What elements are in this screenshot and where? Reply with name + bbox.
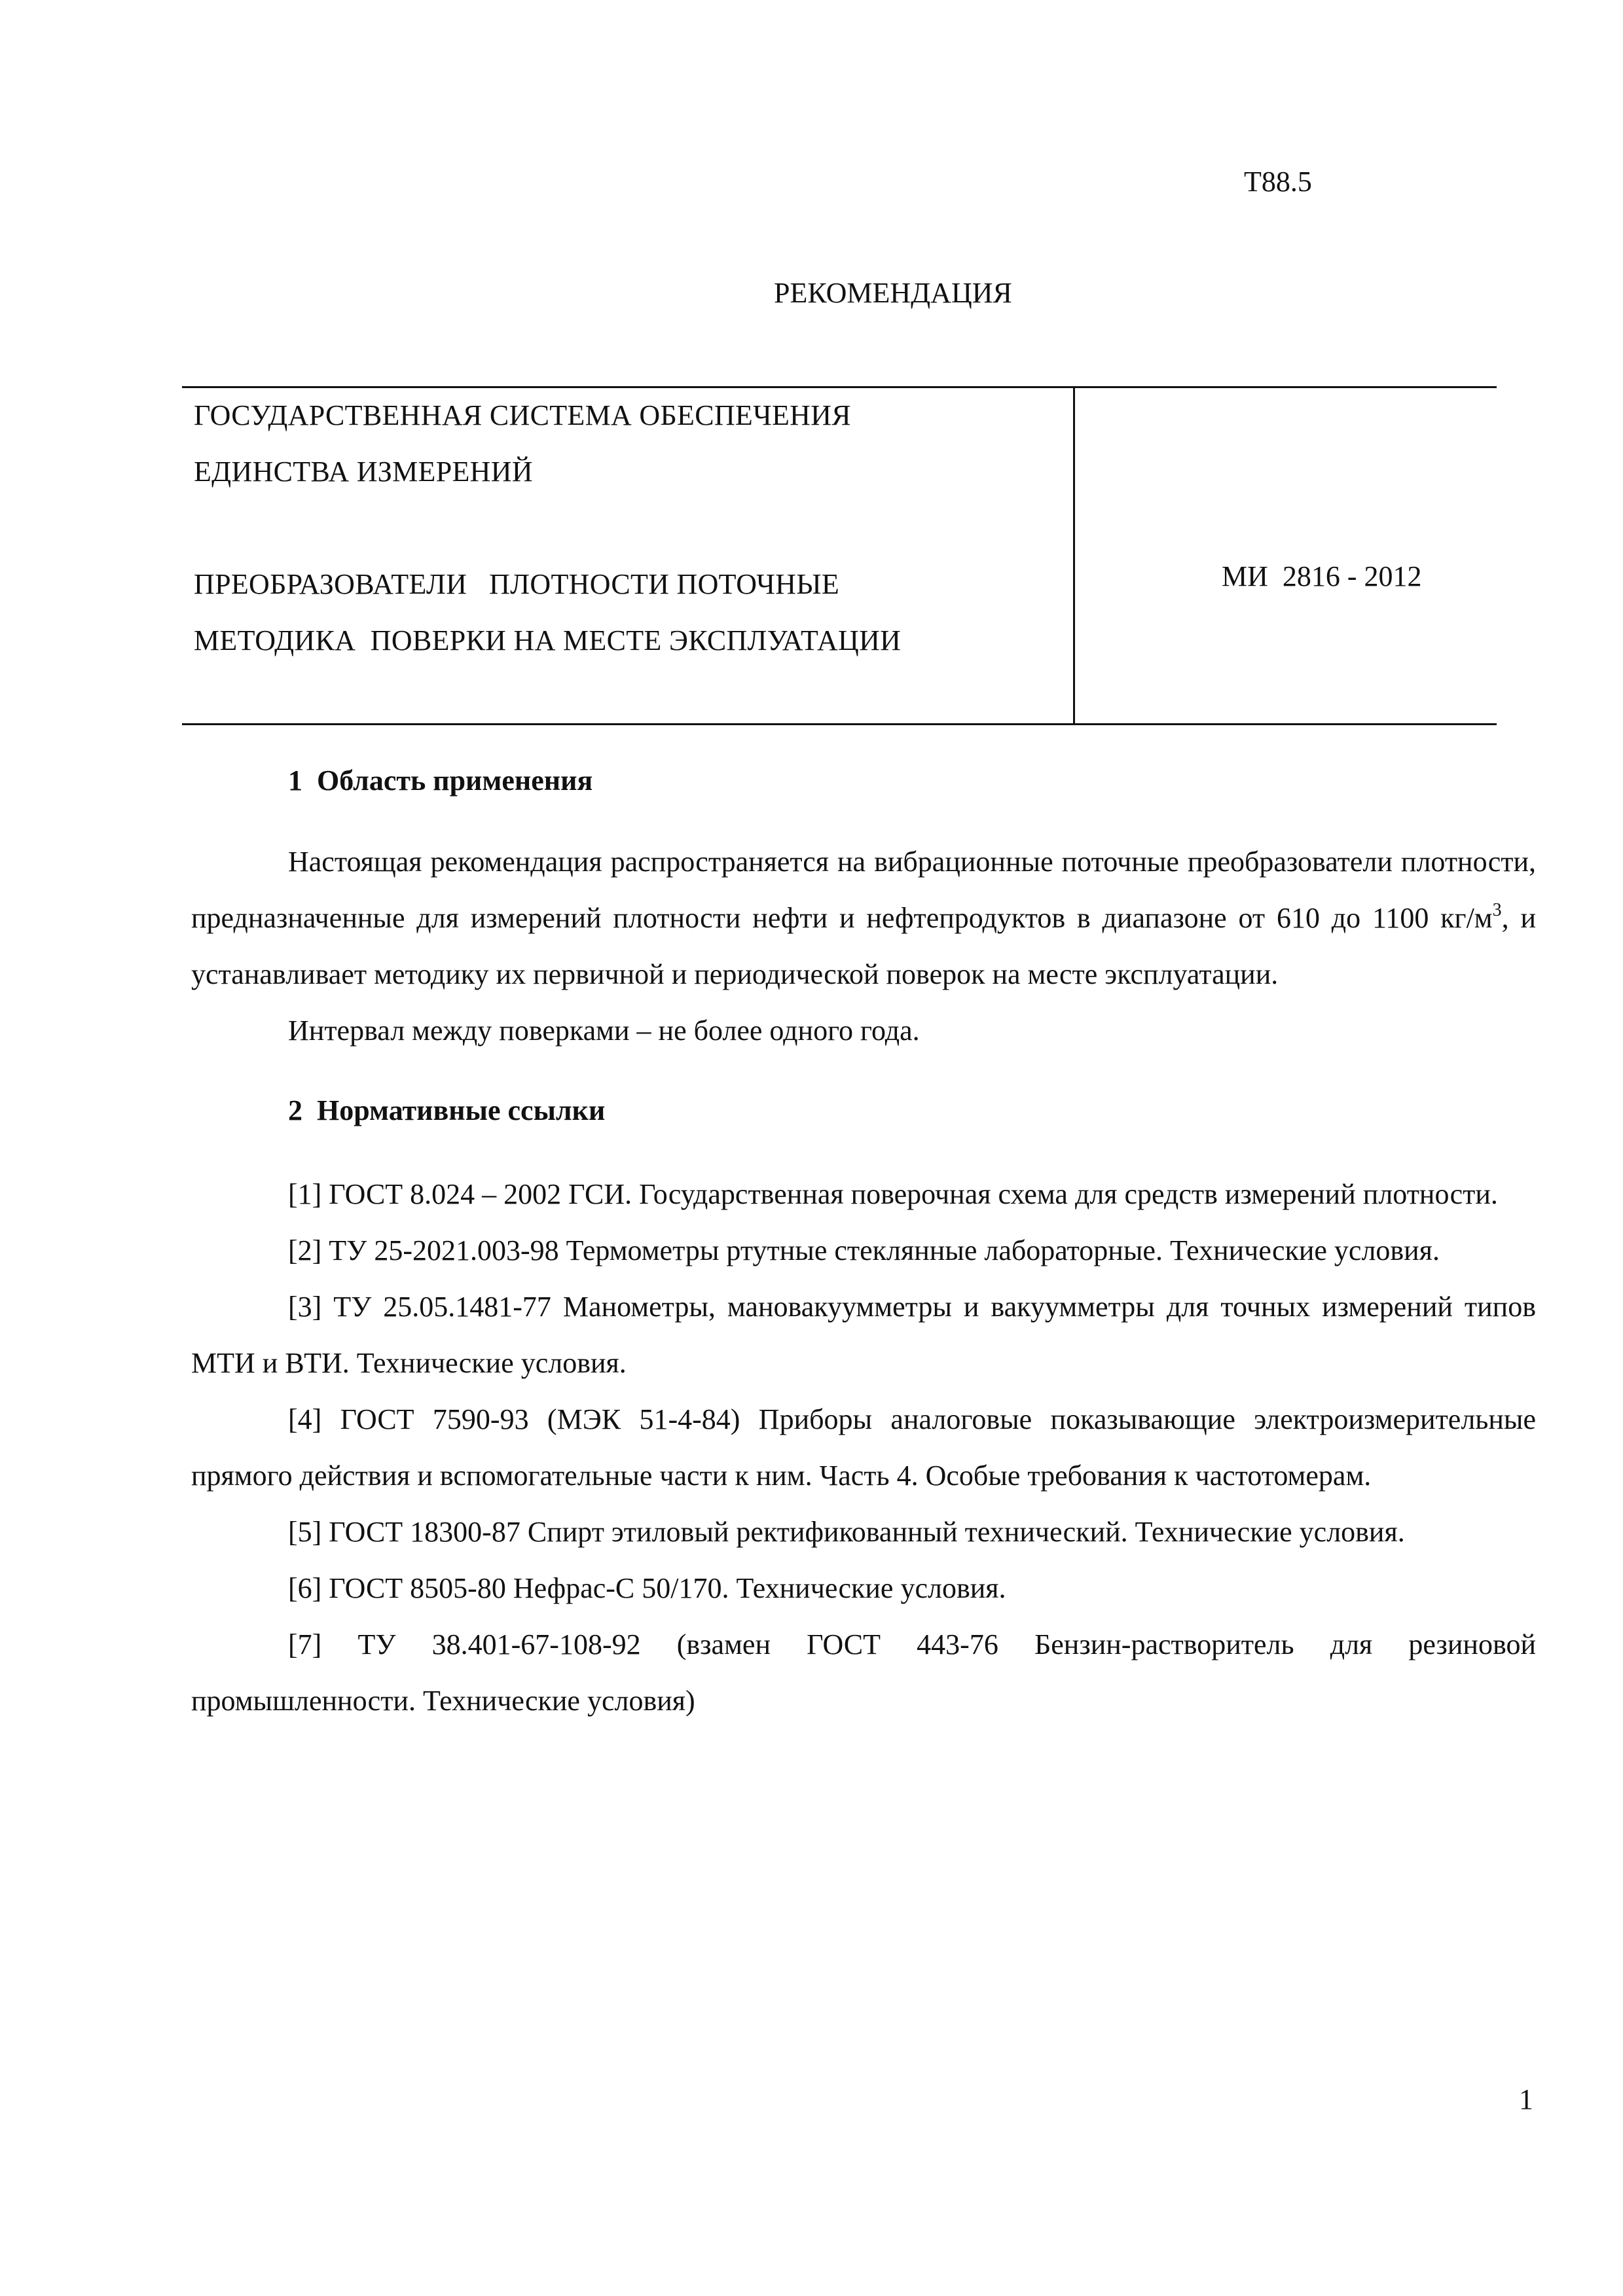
- reference-item: [2] ТУ 25-2021.003-98 Термометры ртутные стеклянные лабораторные. Технические условия.: [288, 1234, 1440, 1266]
- section-1-title: 1 Область применения: [288, 764, 593, 797]
- header-table-divider: [1073, 386, 1075, 723]
- reference-item: [4] ГОСТ 7590-93 (МЭК 51-4-84) Приборы аналоговые показывающие электроизмерительные прямого действия и вспомогательные части к ним. Часть 4. Особые требования к частотомерам.: [191, 1403, 1536, 1492]
- page-number: 1: [1519, 2083, 1533, 2115]
- reference-item: [1] ГОСТ 8.024 – 2002 ГСИ. Государственная поверочная схема для средств измерений плотности.: [288, 1178, 1498, 1210]
- section-2-title: 2 Нормативные ссылки: [288, 1094, 606, 1126]
- header-table-left-cell: [194, 387, 1058, 669]
- section-1-paragraph-2: Интервал между поверками – не более одного года.: [288, 1014, 920, 1047]
- document-code: Т88.5: [1244, 166, 1312, 198]
- document-designation: МИ 2816 - 2012: [1222, 560, 1422, 592]
- reference-item: [6] ГОСТ 8505-80 Нефрас-С 50/170. Технические условия.: [288, 1572, 1006, 1604]
- reference-item: [3] ТУ 25.05.1481-77 Манометры, мановакуумметры и вакуумметры для точных измерений типов МТИ и ВТИ. Технические условия.: [191, 1291, 1536, 1379]
- document-type: РЕКОМЕНДАЦИЯ: [774, 277, 1012, 309]
- header-table-bottom-rule: [182, 723, 1497, 725]
- system-name-line-1: ГОСУДАРСТВЕННАЯ СИСТЕМА ОБЕСПЕЧЕНИЯ: [194, 399, 851, 431]
- document-title-line-1: ПРЕОБРАЗОВАТЕЛИ ПЛОТНОСТИ ПОТОЧНЫЕ: [194, 568, 840, 600]
- header-table-right-cell: [1222, 552, 1422, 601]
- scope-text: Настоящая рекомендация распространяется на вибрационные поточные преобразователи плотности, предназначенные для измерений плотности нефти и нефтепродуктов в диапазоне от 610 до 1100 кг/м: [191, 846, 1536, 934]
- document-body: [191, 753, 1536, 1729]
- superscript-cubic: 3: [1492, 900, 1502, 920]
- reference-item: [7] ТУ 38.401-67-108-92 (взамен ГОСТ 443-76 Бензин-растворитель для резиновой промышленности. Технические условия): [191, 1628, 1536, 1717]
- section-1-paragraph-1: [191, 834, 1536, 1003]
- system-name-line-2: ЕДИНСТВА ИЗМЕРЕНИЙ: [194, 456, 533, 488]
- scope-text-continued: , и устанавливает методику их первичной и периодической поверок на месте эксплуатации.: [191, 902, 1536, 990]
- reference-item: [5] ГОСТ 18300-87 Спирт этиловый ректификованный технический. Технические условия.: [288, 1516, 1405, 1548]
- document-title-line-2: МЕТОДИКА ПОВЕРКИ НА МЕСТЕ ЭКСПЛУАТАЦИИ: [194, 624, 902, 656]
